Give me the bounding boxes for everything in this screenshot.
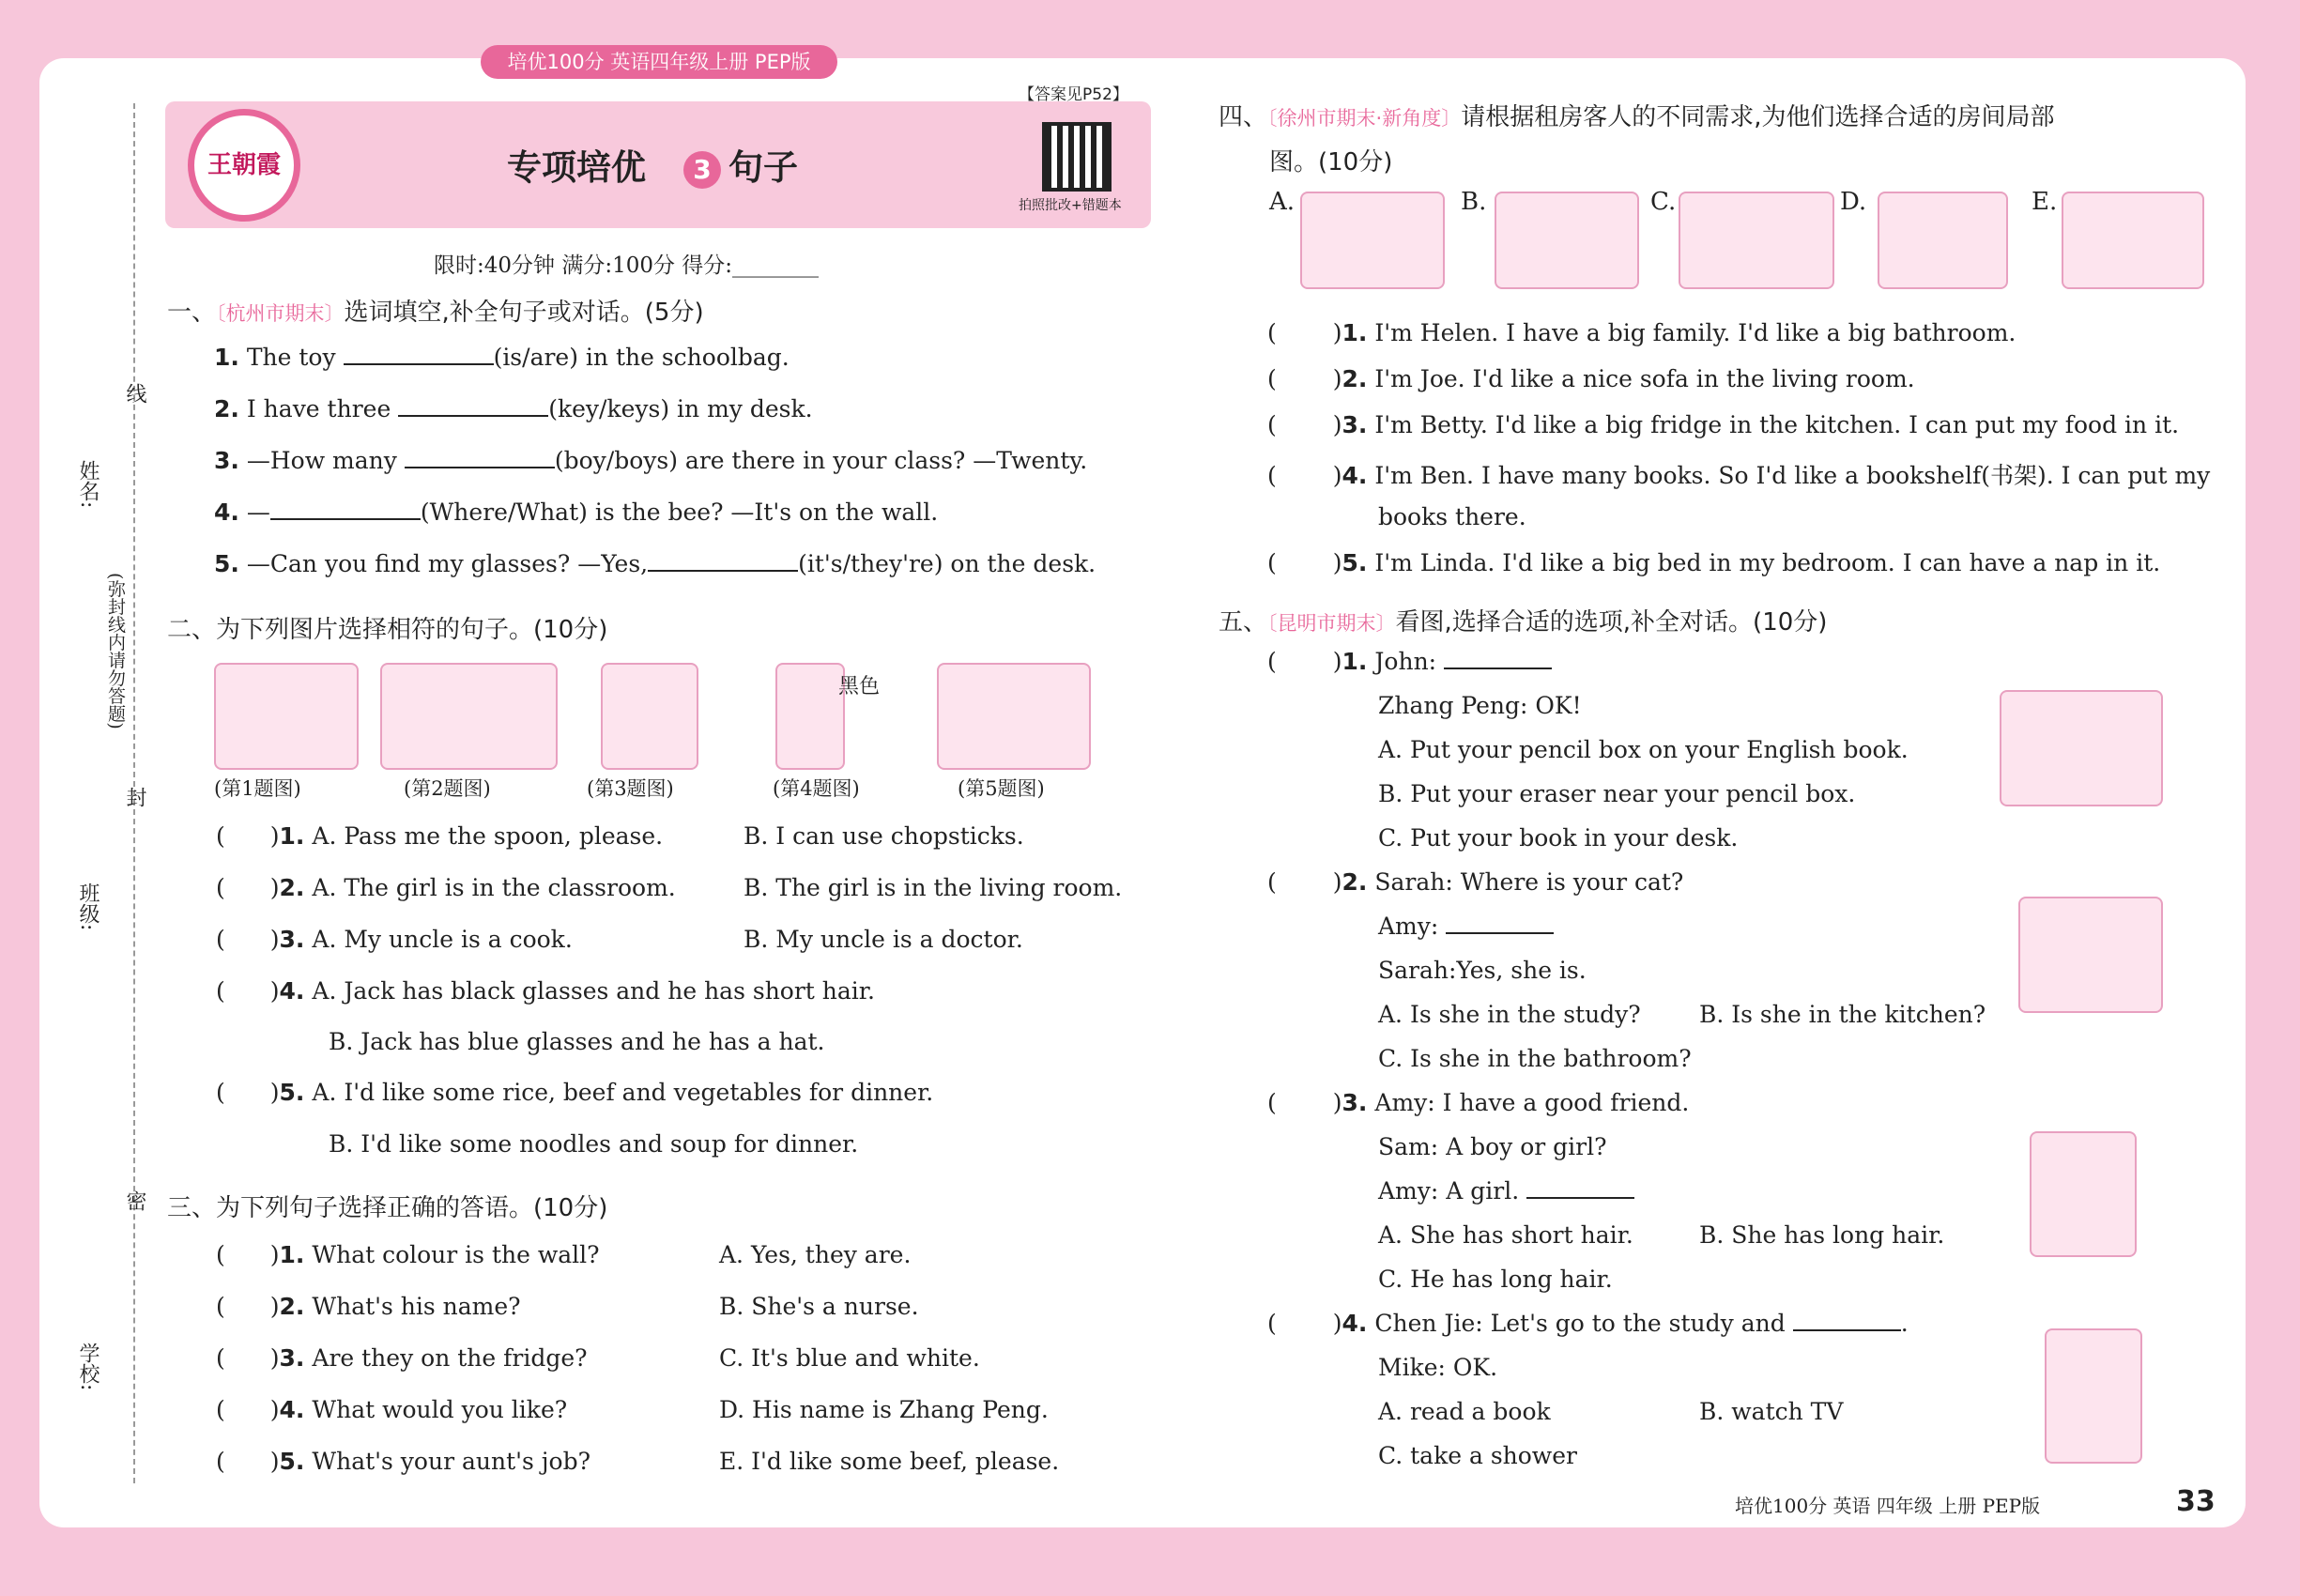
s2-item-4: ( )4. A. Jack has black glasses and he has short hair. [216,977,875,1005]
seal-mark-seal: 封 [123,787,146,807]
section-4-title-cont: 图。(10分) [1269,148,1393,176]
s5-q1-option-a: A. Put your pencil box on your English book. [1378,736,1909,763]
seal-mark-line: 线 [123,383,146,404]
room-picture-study [1878,192,2008,289]
blank-input[interactable] [1446,915,1554,934]
s1-item-1: 1. The toy (is/are) in the schoolbag. [214,344,790,371]
picture-boy-reading [2045,1328,2142,1464]
s3-answer-d: D. His name is Zhang Peng. [719,1396,1049,1423]
s2-item-1-b: B. I can use chopsticks. [744,822,1024,850]
s5-q2-line2: Amy: [1378,913,1554,940]
picture-4-boy-glasses [775,663,845,770]
s2-item-2-b: B. The girl is in the living room. [744,874,1123,901]
publisher-logo [188,109,300,222]
room-label-d: D. [1840,188,1867,216]
s5-q4: ( )4. Chen Jie: Let's go to the study and . [1267,1310,1909,1337]
s5-q3-option-c: C. He has long hair. [1378,1266,1613,1293]
school-label: 学校: [76,1343,100,1391]
s2-item-4-b: B. Jack has blue glasses and he has a hat. [329,1028,825,1055]
section-2-title: 二、为下列图片选择相符的句子。(10分) [167,616,608,644]
blank-input[interactable] [344,346,494,365]
s4-item-3: ( )3. I'm Betty. I'd like a big fridge in the kitchen. I can put my food in it. [1267,411,2180,438]
s4-item-4-cont: books there. [1378,503,1526,530]
s5-q4-option-a: A. read a book [1378,1398,1551,1425]
s4-item-4: ( )4. I'm Ben. I have many books. So I'd like a bookshelf(书架). I can put my [1267,462,2211,489]
book-banner: 培优100分 英语四年级上册 PEP版 [481,45,837,79]
section-4-title: 四、〔徐州市期末·新角度〕请根据租房客人的不同需求,为他们选择合适的房间局部 [1219,103,2055,131]
s3-item-2: ( )2. What's his name? [216,1293,521,1320]
class-label: 班级: [76,882,100,931]
blank-input[interactable] [270,501,421,520]
test-meta: 限时:40分钟 满分:100分 得分:________ [434,253,820,278]
s2-item-1: ( )1. A. Pass me the spoon, please. [216,822,664,850]
s5-q2-line3: Sarah:Yes, she is. [1378,957,1587,984]
room-label-e: E. [2032,188,2058,216]
section-3-title: 三、为下列句子选择正确的答语。(10分) [167,1194,608,1222]
blank-input[interactable] [1444,651,1552,669]
blank-input[interactable] [405,450,555,468]
room-picture-living-room [1495,192,1639,289]
answer-note: 【答案见P52】 [1019,85,1128,104]
s5-q3-line2: Sam: A boy or girl? [1378,1133,1607,1160]
picture-boy-desk [2000,690,2163,806]
s3-answer-b: B. She's a nurse. [719,1293,919,1320]
picture-1-family-dinner [214,663,359,770]
s2-item-5-b: B. I'd like some noodles and soup for dinner. [329,1130,859,1158]
qr-caption: 拍照批改+错题本 [1019,198,1122,213]
qr-code-icon[interactable] [1042,122,1112,192]
s5-q4-option-b: B. watch TV [1699,1398,1844,1425]
section-5-title: 五、〔昆明市期末〕看图,选择合适的选项,补全对话。(10分) [1219,608,1828,637]
blank-input[interactable] [1793,1312,1901,1331]
room-label-c: C. [1650,188,1677,216]
room-picture-kitchen [1679,192,1834,289]
s5-q2-option-c: C. Is she in the bathroom? [1378,1045,1692,1072]
picture-girl [2030,1131,2137,1257]
s2-item-3-b: B. My uncle is a doctor. [744,926,1023,953]
blank-input[interactable] [1526,1180,1634,1199]
logo-text: 王朝霞 [207,151,281,179]
s5-q2: ( )2. Sarah: Where is your cat? [1267,868,1684,896]
caption-1: (第1题图) [214,777,301,800]
picture-4-label: 黑色 [838,675,881,698]
page-number: 33 [2176,1485,2216,1518]
s4-item-1: ( )1. I'm Helen. I have a big family. I'd like a big bathroom. [1267,319,2016,346]
picture-2-living-room [380,663,558,770]
picture-kitchen-cat [2018,897,2163,1013]
s5-q1: ( )1. John: [1267,648,1552,675]
seal-note: (弥封线内请勿答题) [105,573,126,729]
page-title: 专项培优 3 句子 [507,147,798,188]
s1-item-2: 2. I have three (key/keys) in my desk. [214,395,813,422]
s1-item-5: 5. —Can you find my glasses? —Yes, (it's/they're) on the desk. [214,550,1096,577]
caption-2: (第2题图) [404,777,491,800]
s5-q3-line3: Amy: A girl. [1378,1177,1634,1205]
s3-item-5: ( )5. What's your aunt's job? [216,1448,590,1475]
picture-5-food [937,663,1091,770]
s5-q3: ( )3. Amy: I have a good friend. [1267,1089,1690,1116]
s1-item-4: 4. — (Where/What) is the bee? —It's on the wall. [214,499,939,526]
s3-item-3: ( )3. Are they on the fridge? [216,1344,588,1372]
s5-q1-option-c: C. Put your book in your desk. [1378,824,1739,852]
s5-q1-option-b: B. Put your eraser near your pencil box. [1378,780,1856,807]
s5-q4-option-c: C. take a shower [1378,1442,1577,1469]
blank-input[interactable] [648,553,798,572]
s5-q4-line2: Mike: OK. [1378,1354,1498,1381]
name-label: 姓名: [76,460,100,509]
room-picture-bedroom [1300,192,1445,289]
s3-item-4: ( )4. What would you like? [216,1396,568,1423]
picture-3-cook [601,663,698,770]
s4-item-5: ( )5. I'm Linda. I'd like a big bed in my bedroom. I can have a nap in it. [1267,549,2161,576]
s5-q2-option-b: B. Is she in the kitchen? [1699,1001,1986,1028]
s1-item-3: 3. —How many (boy/boys) are there in your class? —Twenty. [214,447,1088,474]
s4-item-2: ( )2. I'm Joe. I'd like a nice sofa in the living room. [1267,365,1915,392]
room-label-a: A. [1269,188,1296,216]
s3-answer-a: A. Yes, they are. [719,1241,912,1268]
s5-q2-option-a: A. Is she in the study? [1378,1001,1641,1028]
s3-item-1: ( )1. What colour is the wall? [216,1241,600,1268]
s5-q3-option-a: A. She has short hair. [1378,1221,1633,1249]
s2-item-3: ( )3. A. My uncle is a cook. [216,926,573,953]
s5-q3-option-b: B. She has long hair. [1699,1221,1945,1249]
blank-input[interactable] [398,398,548,417]
caption-3: (第3题图) [587,777,674,800]
seal-mark-secret: 密 [123,1190,146,1211]
title-number-badge: 3 [683,151,721,189]
s5-q1-line2: Zhang Peng: OK! [1378,692,1582,719]
room-label-b: B. [1461,188,1487,216]
caption-5: (第5题图) [958,777,1045,800]
s2-item-2: ( )2. A. The girl is in the classroom. [216,874,676,901]
caption-4: (第4题图) [773,777,860,800]
section-1-title: 一、〔杭州市期末〕选词填空,补全句子或对话。(5分) [167,299,704,327]
room-picture-bathroom [2062,192,2204,289]
page-footer: 培优100分 英语 四年级 上册 PEP版 [1735,1495,2041,1517]
s2-item-5: ( )5. A. I'd like some rice, beef and vegetables for dinner. [216,1079,934,1106]
s3-answer-e: E. I'd like some beef, please. [719,1448,1060,1475]
s3-answer-c: C. It's blue and white. [719,1344,980,1372]
